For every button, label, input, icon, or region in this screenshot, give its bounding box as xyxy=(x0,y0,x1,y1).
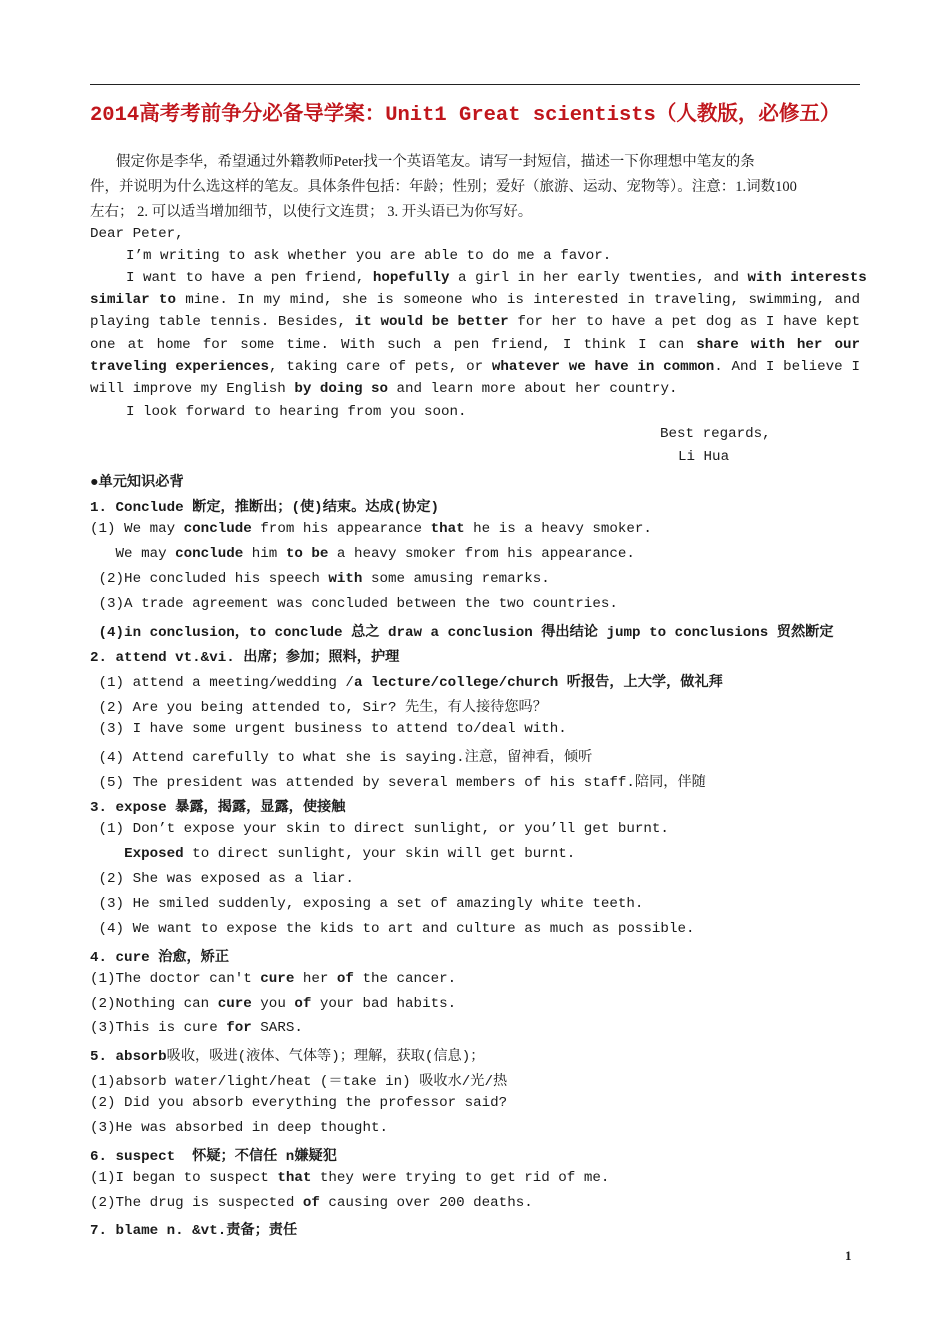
item-5-example-2: (2) Did you absorb everything the professor said? xyxy=(90,1095,508,1111)
item-4-example-2: (2)Nothing can cure you of your bad habits. xyxy=(90,996,457,1012)
letter-p2-line-1: I want to have a pen friend, hopefully a girl in her early twenties, and with interests xyxy=(126,270,867,286)
item-4-heading: 4. cure 治愈，矫正 xyxy=(90,950,230,966)
item-3-example-4: (4) We want to expose the kids to art and culture as much as possible. xyxy=(90,921,695,937)
item-4-example-3: (3)This is cure for SARS. xyxy=(90,1020,303,1036)
letter-p2-line-2: similar to mine. In my mind, she is someone who is interested in traveling, swimming, and xyxy=(90,292,860,308)
letter-signature: Li Hua xyxy=(678,449,730,465)
item-3-example-3: (3) He smiled suddenly, exposing a set of amazingly white teeth. xyxy=(90,896,644,912)
page-title: 2014高考考前争分必备导学案：Unit1 Great scientists（人教版，必修五） xyxy=(90,104,841,127)
item-2-example-3: (3) I have some urgent business to attend to/deal with. xyxy=(90,721,567,737)
task-line-3: 左右； 2. 可以适当增加细节，以使行文连贯； 3. 开头语已为你写好。 xyxy=(90,204,533,220)
item-5-heading: 5. absorb吸收，吸进(液体、气体等)；理解，获取(信息)； xyxy=(90,1049,485,1065)
item-1-example-1: (1) We may conclude from his appearance that he is a heavy smoker. xyxy=(90,521,652,537)
item-5-example-3: (3)He was absorbed in deep thought. xyxy=(90,1120,388,1136)
item-6-example-1: (1)I began to suspect that they were trying to get rid of me. xyxy=(90,1170,610,1186)
item-3-example-1: (1) Don’t expose your skin to direct sunlight, or you’ll get burnt. xyxy=(90,821,669,837)
item-4-example-1: (1)The doctor can't cure her of the cancer. xyxy=(90,971,457,987)
letter-p2-line-3: playing table tennis. Besides, it would be better for her to have a pet dog as I have kept xyxy=(90,314,860,330)
page-number: 1 xyxy=(845,1248,852,1263)
item-3-example-1b: Exposed to direct sunlight, your skin will get burnt. xyxy=(124,846,576,862)
item-2-example-5: (5) The president was attended by several members of his staff.陪同，伴随 xyxy=(90,775,706,791)
item-2-example-1: (1) attend a meeting/wedding /a lecture/college/church 听报告，上大学，做礼拜 xyxy=(90,675,723,691)
section-heading: ●单元知识必背 xyxy=(90,475,184,491)
item-1-example-3: (3)A trade agreement was concluded between the two countries. xyxy=(90,596,618,612)
letter-p2-line-5: traveling experiences, taking care of pets, or whatever we have in common. And I believe I xyxy=(90,359,860,375)
letter-p2-line-4: one at home for some time. With such a pen friend, I think I can share with her our xyxy=(90,337,861,353)
item-3-heading: 3. expose 暴露，揭露，显露，使接触 xyxy=(90,800,346,816)
item-2-example-2: (2) Are you being attended to, Sir? 先生，有人接待您吗？ xyxy=(90,700,547,716)
item-3-example-2: (2) She was exposed as a liar. xyxy=(90,871,354,887)
item-2-example-4: (4) Attend carefully to what she is saying.注意，留神看，倾听 xyxy=(90,750,593,766)
header-rule xyxy=(90,84,860,85)
item-1-example-4: (4)in conclusion，to conclude 总之 draw a conclusion 得出结论 jump to conclusions 贸然断定 xyxy=(90,625,834,641)
task-line-1: 假定你是李华，希望通过外籍教师Peter找一个英语笔友。请写一封短信，描述一下你理想中笔友的条 xyxy=(116,154,755,170)
letter-p2-line-6: will improve my English by doing so and learn more about her country. xyxy=(90,381,678,397)
item-6-example-2: (2)The drug is suspected of causing over 200 deaths. xyxy=(90,1195,533,1211)
item-2-heading: 2. attend vt.&vi. 出席；参加；照料，护理 xyxy=(90,650,400,666)
item-7-heading: 7. blame n. &vt.责备；责任 xyxy=(90,1223,298,1239)
letter-greeting: Dear Peter, xyxy=(90,226,184,242)
task-line-2: 件，并说明为什么选这样的笔友。具体条件包括：年龄；性别；爱好（旅游、运动、宠物等）。注意：1.词数100 xyxy=(90,179,797,195)
letter-p3: I look forward to hearing from you soon. xyxy=(126,404,467,420)
letter-closing: Best regards, xyxy=(660,426,771,442)
item-1-example-2: (2)He concluded his speech with some amusing remarks. xyxy=(90,571,550,587)
item-1-heading: 1. Conclude 断定，推断出；(使)结束。达成(协定) xyxy=(90,500,440,516)
item-1-example-1b: We may conclude him to be a heavy smoker from his appearance. xyxy=(90,546,635,562)
letter-p1: I’m writing to ask whether you are able to do me a favor. xyxy=(126,248,612,264)
item-6-heading: 6. suspect 怀疑；不信任 n嫌疑犯 xyxy=(90,1149,337,1165)
item-5-example-1: (1)absorb water/light/heat (＝take in) 吸收水/光/热 xyxy=(90,1074,508,1090)
